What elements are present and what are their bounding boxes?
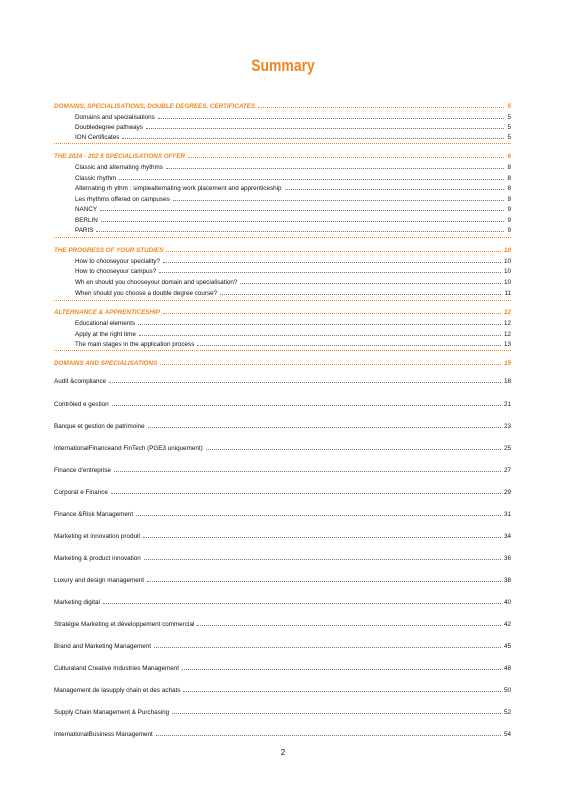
toc-entry-page: 8 <box>507 164 511 171</box>
toc-entry-label: Banque et gestion de patrimoine <box>54 423 145 430</box>
toc-entry[interactable] <box>54 528 511 540</box>
toc-entry-label: Luxury and design management <box>54 577 144 584</box>
toc-entry-label: Stratégie Marketing et développement commercial <box>54 621 195 628</box>
toc-leader-dots <box>100 210 504 211</box>
toc-entry-page: 9 <box>507 217 511 224</box>
toc-entry-label: DOMAINS, SPECIALISATIONS, DOUBLE DEGREES, CERTIFICATES <box>54 103 256 110</box>
toc-leader-dots <box>220 294 501 295</box>
toc-entry-label: PARIS <box>75 227 94 234</box>
toc-leader-dots <box>147 581 501 582</box>
toc-entry-label: The main stages in the application process <box>75 341 195 348</box>
toc-entry-page: 48 <box>503 665 511 672</box>
toc-entry-label: Domains and specialisations <box>75 114 155 121</box>
toc-entry-page: 12 <box>503 331 511 338</box>
toc-leader-dots <box>136 515 501 516</box>
toc-entry-page: 6 <box>507 153 511 160</box>
toc-entry[interactable] <box>54 484 511 496</box>
toc-leader-dots <box>96 231 504 232</box>
toc-entry-label: Classic rhythm <box>75 175 117 182</box>
section-divider <box>54 237 511 238</box>
toc-leader-dots <box>111 493 501 494</box>
toc-entry-label: ALTERNANCE & APPRENTICESHIP <box>54 309 161 316</box>
page-title: Summary <box>251 56 315 75</box>
toc-entry-label: Alternating rh ythm : simplealternating work placement and apprenticeship <box>75 185 282 192</box>
toc-leader-dots <box>240 283 501 284</box>
toc-entry-label: How to chooseyour speciality? <box>75 258 161 265</box>
toc-leader-dots <box>166 168 505 169</box>
toc-entry-label: How to chooseyour campus? <box>75 268 157 275</box>
section-divider <box>54 300 511 301</box>
toc-leader-dots <box>159 272 501 273</box>
toc-leader-dots <box>182 669 501 670</box>
toc-entry-label: THE 2024 - 202 5 SPECIALISATIONS OFFER <box>54 153 186 160</box>
toc-entry-label: Supply Chain Management & Purchasing <box>54 709 170 716</box>
toc-entry-label: NANCY <box>75 206 98 213</box>
toc-entry-page: 9 <box>507 206 511 213</box>
toc-leader-dots <box>206 449 501 450</box>
toc-entry-page: 25 <box>503 445 511 452</box>
toc-leader-dots <box>183 691 501 692</box>
toc-entry[interactable] <box>54 572 511 584</box>
toc-entry-page: 12 <box>503 320 511 327</box>
toc-entry-label: Marketing & product innovation <box>54 555 141 562</box>
toc-entry-page: 29 <box>503 489 511 496</box>
toc-entry-label: Marketing digital <box>54 599 100 606</box>
toc-entry-page: 40 <box>503 599 511 606</box>
toc-entry[interactable] <box>54 373 511 385</box>
toc-leader-dots <box>166 251 501 252</box>
toc-leader-dots <box>144 559 501 560</box>
toc-entry-page: 5 <box>507 134 511 141</box>
toc-entry-page: 45 <box>503 643 511 650</box>
toc-leader-dots <box>285 189 505 190</box>
toc-entry-page: 9 <box>507 227 511 234</box>
toc-entry-page: 27 <box>503 467 511 474</box>
toc-entry-page: 31 <box>503 511 511 518</box>
toc-entry[interactable] <box>75 129 511 141</box>
toc-entry-label: Wh en should you chooseyour domain and specialisation? <box>75 279 238 286</box>
toc-leader-dots <box>154 647 501 648</box>
toc-entry[interactable] <box>54 638 511 650</box>
toc-entry[interactable] <box>54 506 511 518</box>
toc-entry-page: 10 <box>503 268 511 275</box>
toc-entry-page: 9 <box>507 196 511 203</box>
toc-entry-label: BERLIN <box>75 217 98 224</box>
toc-leader-dots <box>122 138 504 139</box>
toc-entry[interactable] <box>54 396 511 408</box>
toc-entry-label: Corporat e Finance <box>54 489 108 496</box>
toc-entry-page: 11 <box>504 290 511 297</box>
toc-entry-page: 12 <box>503 309 511 316</box>
toc-entry[interactable] <box>75 336 511 348</box>
toc-entry-label: Finance &Risk Management <box>54 511 134 518</box>
toc-entry[interactable] <box>54 440 511 452</box>
toc-entry-label: Educational elements <box>75 320 136 327</box>
toc-leader-dots <box>156 735 501 736</box>
toc-leader-dots <box>143 537 501 538</box>
toc-leader-dots <box>188 157 504 158</box>
section-divider <box>54 350 511 351</box>
toc-entry-page: 10 <box>503 258 511 265</box>
toc-entry-page: 13 <box>503 341 511 348</box>
toc-entry-page: 21 <box>503 401 511 408</box>
toc-leader-dots <box>109 382 501 383</box>
toc-leader-dots <box>148 427 501 428</box>
toc-entry-label: Management de lasupply chain et des achats <box>54 687 181 694</box>
toc-entry-page: 54 <box>503 731 511 738</box>
toc-entry-page: 42 <box>503 621 511 628</box>
toc-entry-label: InternationalFinanceand FinTech (PGE3 uniquement) <box>54 445 203 452</box>
toc-leader-dots <box>163 313 501 314</box>
toc-entry[interactable] <box>54 594 511 606</box>
page-number: 2 <box>280 748 286 757</box>
toc-entry-label: When should you choose a double degree course? <box>75 290 218 297</box>
toc-entry-page: 8 <box>507 185 511 192</box>
toc-leader-dots <box>197 625 501 626</box>
toc-entry-page: 18 <box>503 378 511 385</box>
toc-entry-label: ION Certificates <box>75 134 120 141</box>
toc-entry-page: 36 <box>503 555 511 562</box>
toc-leader-dots <box>138 324 501 325</box>
toc-entry-page: 10 <box>503 279 511 286</box>
toc-entry[interactable] <box>54 726 511 738</box>
toc-entry-label: Brand and Marketing Management <box>54 643 151 650</box>
toc-leader-dots <box>112 405 501 406</box>
toc-entry-label: InternationalBusiness Management <box>54 731 153 738</box>
toc-entry[interactable] <box>54 704 511 716</box>
toc-entry-page: 23 <box>503 423 511 430</box>
toc-entry[interactable] <box>75 285 511 297</box>
toc-entry-label: Marketing et innovation produit <box>54 533 141 540</box>
toc-entry[interactable] <box>75 222 511 234</box>
toc-entry-label: Les rhythms offered on campuses <box>75 196 170 203</box>
toc-entry-page: 8 <box>507 175 511 182</box>
toc-leader-dots <box>258 107 504 108</box>
toc-entry-page: 5 <box>507 114 511 121</box>
toc-entry[interactable] <box>54 682 511 694</box>
toc-leader-dots <box>160 364 501 365</box>
toc-entry-page: 5 <box>507 103 511 110</box>
toc-leader-dots <box>172 713 501 714</box>
toc-entry[interactable] <box>54 355 511 367</box>
toc-entry-page: 50 <box>503 687 511 694</box>
toc-entry[interactable] <box>54 550 511 562</box>
toc-entry-page: 38 <box>503 577 511 584</box>
toc-entry[interactable] <box>54 616 511 628</box>
section-divider <box>54 143 511 144</box>
toc-entry[interactable] <box>54 418 511 430</box>
toc-entry-label: Audit &compliance <box>54 378 107 385</box>
toc-entry-label: Finance d'entreprise <box>54 467 111 474</box>
toc-entry-page: 15 <box>503 360 511 367</box>
toc-entry-page: 5 <box>507 124 511 131</box>
toc-entry-page: 34 <box>503 533 511 540</box>
toc-entry-label: THE PROGRESS OF YOUR STUDIES <box>54 247 164 254</box>
toc-entry-label: Apply at the right time <box>75 331 136 338</box>
toc-leader-dots <box>114 471 501 472</box>
toc-leader-dots <box>103 603 501 604</box>
toc-entry[interactable] <box>54 660 511 672</box>
toc-entry-label: Culturaland Creative Industries Management <box>54 665 179 672</box>
toc-entry-label: Contrôled e gestion <box>54 401 109 408</box>
toc-entry[interactable] <box>54 462 511 474</box>
toc-leader-dots <box>197 345 501 346</box>
toc-entry-label: Classic and alternating rhythms <box>75 164 163 171</box>
toc-entry-page: 52 <box>503 709 511 716</box>
toc-entry-page: 10 <box>503 247 511 254</box>
toc-entry-label: DOMAINS AND SPECIALISATIONS <box>54 360 158 367</box>
toc-entry-label: Doubledegree pathways <box>75 124 143 131</box>
